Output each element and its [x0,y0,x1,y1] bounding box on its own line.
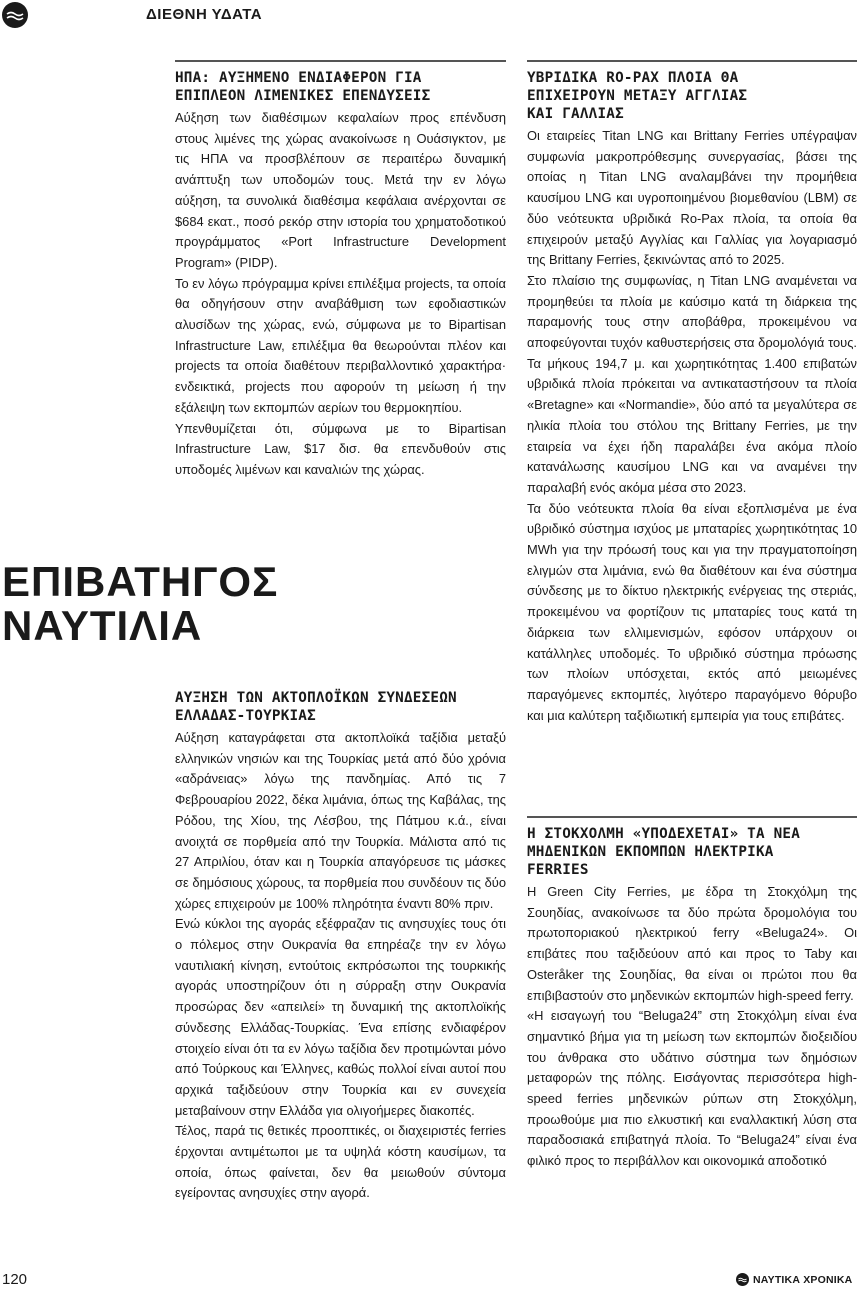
page-number: 120 [2,1271,28,1288]
article-title [527,825,857,879]
magazine-name: ΝΑΥΤΙΚΑ ΧΡΟΝΙΚΑ [753,1273,853,1286]
section-title: ΔΙΕΘΝΗ ΥΔΑΤΑ [146,6,263,23]
paragraph: Τέλος, παρά τις θετικές προοπτικές, οι διαχειριστές ferries έρχονται αντιμέτωποι με τα υψηλά κόστη καυσίμων, τα οποία, όπως φαίνεται, δεν θα μειωθούν σύντομα εγείροντας ανησυχίες στην αγορά. [175,1123,506,1201]
paragraph: Οι εταιρείες Titan LNG και Brittany Ferries υπέγραψαν συμφωνία μακροπρόθεσμης συνεργασίας, βάσει της οποίας η Titan LNG αναλαμβάνει την προμήθεια καυσίμου LNG και υγροποιημένου βιομεθανίου (LBM) σε δύο νεότευκτα υβριδικά Ro-Pax πλοία, τα οποία θα επιχειρούν μεταξύ Αγγλίας και Γαλλίας για λογαριασμό της Brittany Ferries, ξεκινώντας από το 2025. [527,128,857,268]
section-heading-line: ΝΑΥΤΙΛΙΑ [2,602,203,649]
article-body [527,882,857,1172]
paragraph: Τα δύο νεότευκτα πλοία θα είναι εξοπλισμένα με ένα υβριδικό σύστημα ισχύος με μπαταρίες χωρητικότητας 10 MWh για την πρόωσή τους και για την πραγματοποίηση ελιγμών στα λιμάνια, ενώ θα διαθέτουν και ένα σύστημα σύνδεσης με το δίκτυο ηλεκτρικής ενέργειας της στεριάς, προκειμένου να φορτίζουν τις μπαταρίες τους κατά τη διάρκεια των ελλιμενισμών, εφόσον υπάρχουν οι κατάλληλες υποδομές. Το υβριδικό σύστημα πρόωσης των πλοίων υπόσχεται, εκτός από μειωμένες παραγόμενες εκπομπές, λιγότερο παραγόμενο θόρυβο και μια καλύτερη ταξιδιωτική εμπειρία για τους επιβάτες. [527,500,857,723]
title-line: FERRIES [527,862,589,878]
footer-brand [736,1273,852,1286]
article-body [175,728,506,1204]
paragraph: «Η εισαγωγή του “Beluga24” στη Στοκχόλμη είναι ένα σημαντικό βήμα για τη μείωση των εκπομπών διοξειδίου του άνθρακα στο υδάτινο σύστημα των δημόσιων μεταφορών της πόλης. Εισάγοντας περισσότερα high-speed ferries μηδενικών ρύπων στη Στοκχόλμη, προωθούμε μια πιο ελκυστική και εναλλακτική λύση στα παραδοσιακά επιβατηγά πλοία. Το “Beluga24” είναι ένα φιλικό προς το περιβάλλον και οικονομικά αποδοτικό [527,1008,857,1169]
page-header [0,0,857,30]
paragraph: Αύξηση των διαθέσιμων κεφαλαίων προς επένδυση στους λιμένες της χώρας ανακοίνωσε η Ουάσιγκτον, με τις ΗΠΑ να προσβλέπουν σε περαιτέρω δυναμική ανάπτυξη των υποδομών τους. Μετά την εν λόγω αύξηση, τα συνολικά διαθέσιμα κεφάλαια ανέρχονται σε $684 εκατ., ποσό ρεκόρ στην ιστορία του χρηματοδοτικού προγράμματος «Port Infrastructure Development Program» (PIDP). [175,110,506,270]
divider [527,816,857,818]
title-line: ΕΠΙΠΛΕΟΝ ΛΙΜΕΝΙΚΕΣ ΕΠΕΝΔΥΣΕΙΣ [175,88,431,104]
title-line: ΗΠΑ: ΑΥΞΗΜΕΝΟ ΕΝΔΙΑΦΕΡΟΝ ΓΙΑ [175,70,422,86]
title-line: ΕΛΛΑΔΑΣ-ΤΟΥΡΚΙΑΣ [175,708,316,724]
section-heading-line: ΕΠΙΒΑΤΗΓΟΣ [2,558,279,605]
title-line: Η ΣΤΟΚΧΟΛΜΗ «ΥΠΟΔΕΧΕΤΑΙ» ΤΑ ΝΕΑ [527,826,801,842]
title-line: ΥΒΡΙΔΙΚΑ RO-PAX ΠΛΟΙΑ ΘΑ [527,70,739,86]
title-line: ΚΑΙ ΓΑΛΛΙΑΣ [527,106,624,122]
divider [175,60,506,62]
paragraph: Η Green City Ferries, με έδρα τη Στοκχόλμη της Σουηδίας, ανακοίνωσε τα δύο πρώτα δρομολόγια του πρωτοποριακού ηλεκτρικού ferry «Beluga24». Οι επιβάτες που ταξιδεύουν από και προς το Taby και Osteråker της Σουηδίας, θα είναι οι πρώτοι που θα επιβιβαστούν στο μηδενικών εκπομπών high-speed ferry. [527,884,857,1003]
divider [527,60,857,62]
article-body [527,126,857,726]
paragraph: Το εν λόγω πρόγραμμα κρίνει επιλέξιμα projects, τα οποία θα οδηγήσουν στην αναβάθμιση των εφοδιαστικών αλυσίδων της χώρας, ενώ, σύμφωνα με το Bipartisan Infrastructure Law, επιλέξιμα θα θεωρούνται πλέον και projects τα οποία διαθέτουν περιβαλλοντικό χαρακτήρα· ενδεικτικά, projects που αφορούν τη μείωση ή την εξάλειψη των εκπομπών αερίων του θερμοκηπίου. [175,275,506,415]
paragraph: Ενώ κύκλοι της αγοράς εξέφραζαν τις ανησυχίες τους ότι ο πόλεμος στην Ουκρανία θα επηρέαζε την εν λόγω ναυτιλιακή κίνηση, εντούτοις εκπρόσωποι της τουρκικής αγοράς υποστηρίζουν ότι η σύρραξη στην Ουκρανία προσώρας δεν «απειλεί» τη δυναμική της ακτοπλοϊκής σύνδεσης Ελλάδας-Τουρκίας. Ένα επίσης ενδιαφέρον στοιχείο είναι ότι τα εν λόγω ταξίδια δεν προτιμώνται μόνο από Τούρκους και Έλληνες, καθώς πολλοί είναι αυτοί που αρχικά ταξιδεύουν στην Τουρκία και εν συνεχεία μεταβαίνουν στην Ελλάδα για ολιγοήμερες διακοπές. [175,916,506,1118]
section-heading [2,560,302,648]
article-hybrid-ropax [527,60,857,726]
title-line: ΜΗΔΕΝΙΚΩΝ ΕΚΠΟΜΠΩΝ ΗΛΕΚΤΡΙΚΑ [527,844,774,860]
title-line: ΕΠΙΧΕΙΡΟΥΝ ΜΕΤΑΞΥ ΑΓΓΛΙΑΣ [527,88,748,104]
article-title [175,69,506,105]
paragraph: Υπενθυμίζεται ότι, σύμφωνα με το Bipartisan Infrastructure Law, $17 δισ. θα επενδυθούν στις υποδομές λιμένων και καναλιών της χώρας. [175,420,506,477]
magazine-logo-icon [2,2,28,28]
title-line: ΑΥΞΗΣΗ ΤΩΝ ΑΚΤΟΠΛΟΪΚΩΝ ΣΥΝΔΕΣΕΩΝ [175,690,457,706]
paragraph: Αύξηση καταγράφεται στα ακτοπλοϊκά ταξίδια μεταξύ ελληνικών νησιών και της Τουρκίας μετά από δύο χρόνια «αδράνειας» λόγω της πανδημίας. Από τις 7 Φεβρουαρίου 2022, δέκα λιμάνια, όπως της Καβάλας, της Ρόδου, της Χίου, της Λέσβου, της Πάτμου κ.ά., είναι ανοιχτά σε πορθμεία από την Τουρκία. Μάλιστα από τις 27 Απριλίου, όταν και η Τουρκία απαγόρευσε τις μάσκες σε δημόσιους χώρους, τα πορθμεία που συνδέουν τις δύο χώρες επιχειρούν με 100% πληρότητα έναντι 80% πριν. [175,730,506,911]
paragraph: Στο πλαίσιο της συμφωνίας, η Titan LNG αναμένεται να προμηθεύει τα πλοία με καύσιμο κατά τη διάρκεια της παραμονής τους στην αποβάθρα, προκειμένου να αποφεύγονται τυχόν καθυστερήσεις στα δρομολόγιά τους. Τα μήκους 194,7 μ. και χωρητικότητας 1.400 επιβατών υβριδικά πλοία πρόκειται να αντικαταστήσουν τα πλοία «Bretagne» και «Normandie», δύο από τα μεγαλύτερα σε ηλικία πλοία του στόλου της Brittany Ferries, με την εταιρεία να έχει ήδη παραλάβει ένα ακόμα πλοίο κατανάλωσης καυσίμου LNG και να αναμένει την παραλαβή ενός ακόμα μέσα στο 2023. [527,272,857,495]
article-usa-ports [175,60,506,481]
article-greece-turkey-ferries [175,689,506,1204]
magazine-logo-icon [736,1273,749,1286]
article-title [527,69,857,123]
article-title [175,689,506,725]
article-stockholm-ferries [527,816,857,1172]
article-body [175,108,506,481]
